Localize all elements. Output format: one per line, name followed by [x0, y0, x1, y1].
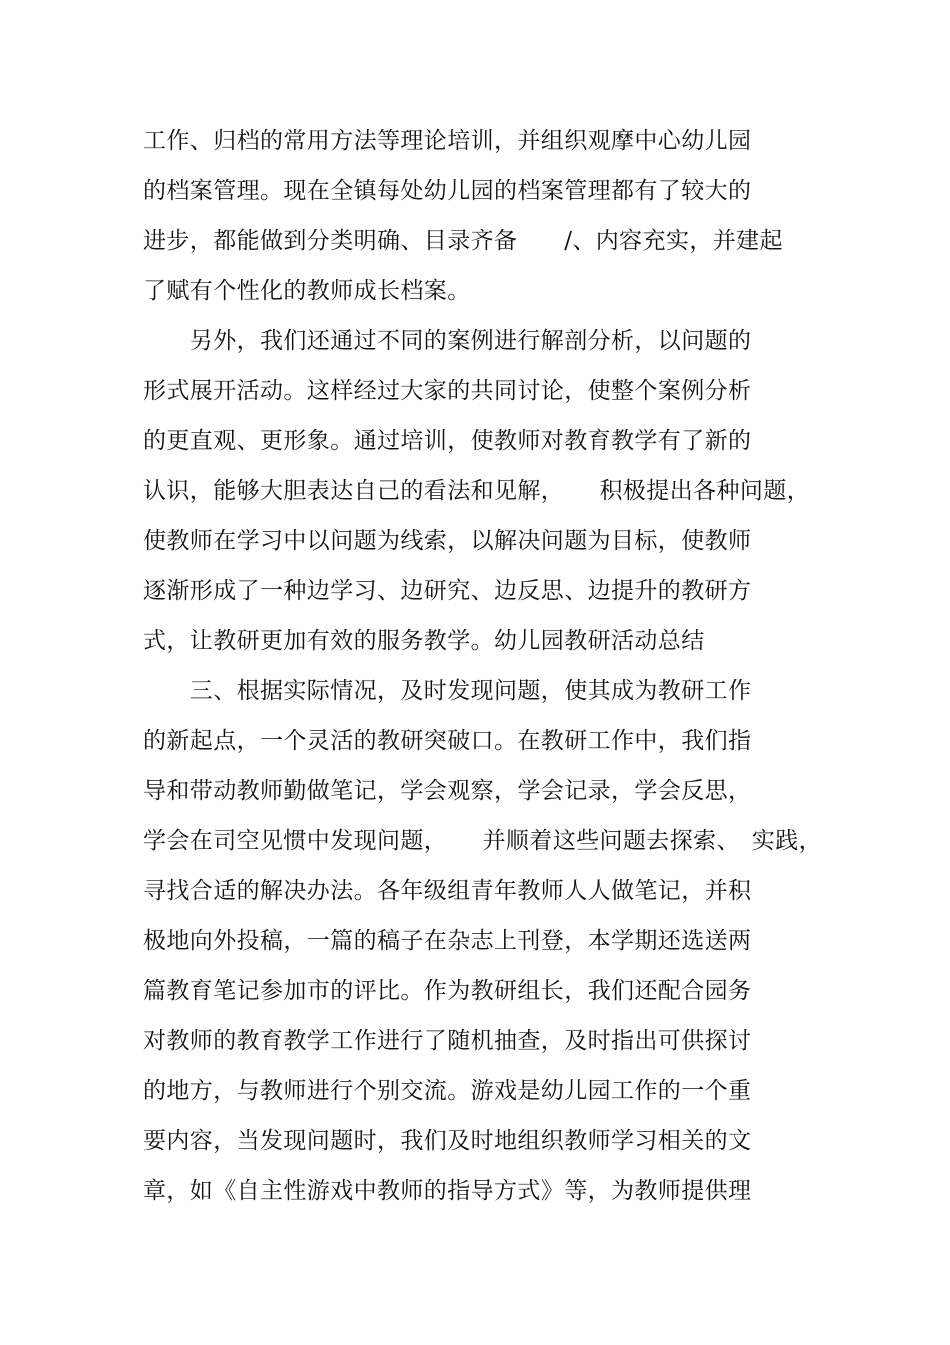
text-line: 要内容，当发现问题时，我们及时地组织教师学习相关的文 — [143, 1128, 752, 1154]
text-line: 进步，都能做到分类明确、目录齐备 /、内容充实，并建起 — [143, 228, 783, 254]
text-line: 式，让教研更加有效的服务教学。幼儿园教研活动总结 — [143, 628, 705, 654]
paragraph-start-line: 三、根据实际情况，及时发现问题，使其成为教研工作 — [143, 678, 752, 704]
text-line: 极地向外投稿，一篇的稿子在杂志上刊登，本学期还选送两 — [143, 928, 752, 954]
text-line: 了赋有个性化的教师成长档案。 — [143, 278, 471, 304]
text-line: 的更直观、更形象。通过培训，使教师对教育教学有了新的 — [143, 428, 752, 454]
text-line: 篇教育笔记参加市的评比。作为教研组长，我们还配合园务 — [143, 978, 752, 1004]
paragraph-start-line: 另外，我们还通过不同的案例进行解剖分析，以问题的 — [143, 328, 752, 354]
text-line: 的地方，与教师进行个别交流。游戏是幼儿园工作的一个重 — [143, 1078, 752, 1104]
text-line: 对教师的教育教学工作进行了随机抽查，及时指出可供探讨 — [143, 1028, 752, 1054]
text-line: 的档案管理。现在全镇每处幼儿园的档案管理都有了较大的 — [143, 178, 752, 204]
text-line: 的新起点，一个灵活的教研突破口。在教研工作中，我们指 — [143, 728, 752, 754]
text-line: 逐渐形成了一种边学习、边研究、边反思、边提升的教研方 — [143, 578, 752, 604]
text-line: 形式展开活动。这样经过大家的共同讨论，使整个案例分析 — [143, 378, 752, 404]
text-line: 学会在司空见惯中发现问题， 并顺着这些问题去探索、 实践， — [143, 828, 822, 854]
text-line: 导和带动教师勤做笔记，学会观察，学会记录，学会反思， — [143, 778, 752, 804]
text-line: 章，如《自主性游戏中教师的指导方式》等，为教师提供理 — [143, 1178, 752, 1204]
text-line: 工作、归档的常用方法等理论培训，并组织观摩中心幼儿园 — [143, 128, 752, 154]
text-line: 使教师在学习中以问题为线索，以解决问题为目标，使教师 — [143, 528, 752, 554]
text-line: 寻找合适的解决办法。各年级组青年教师人人做笔记，并积 — [143, 878, 752, 904]
text-line: 认识，能够大胆表达自己的看法和见解， 积极提出各种问题， — [143, 478, 811, 504]
